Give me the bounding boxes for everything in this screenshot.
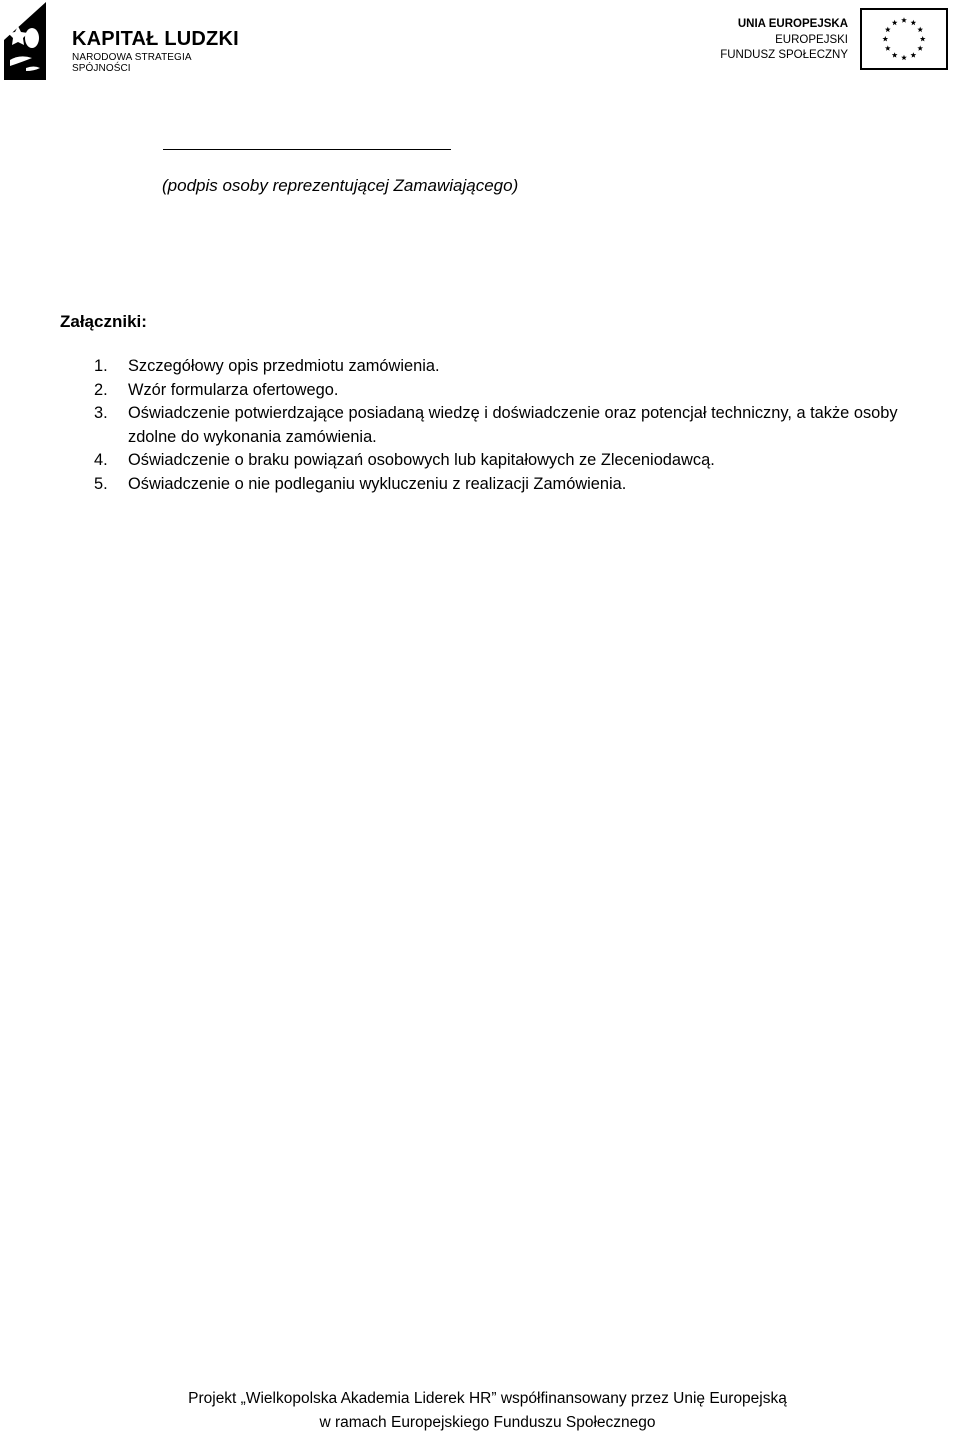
kapital-ludzki-logo	[2, 2, 242, 82]
list-item	[94, 449, 914, 473]
attachments-heading: Załączniki:	[60, 312, 147, 331]
eu-name: UNIA EUROPEJSKA	[737, 18, 848, 30]
eu-star-icon	[911, 20, 917, 25]
footer-line-1: Projekt „Wielkopolska Akademia Liderek HR” współfinansowany przez Unię Europejską	[188, 1390, 787, 1407]
signature-line	[163, 149, 451, 150]
eu-logo	[710, 8, 950, 73]
eu-flag-stars-icon	[860, 8, 948, 70]
footer-line-2: w ramach Europejskiego Funduszu Społecznego	[319, 1414, 656, 1431]
list-item-number: 1.	[94, 357, 108, 375]
attachments-list	[94, 355, 914, 496]
eu-star-icon	[917, 45, 923, 50]
eu-star-icon	[885, 27, 891, 32]
signature-caption: (podpis osoby reprezentującej Zamawiającego)	[162, 176, 519, 195]
eu-star-icon	[901, 55, 907, 60]
eu-fund-line1: EUROPEJSKI	[775, 34, 848, 46]
eu-star-icon	[885, 45, 891, 50]
eu-star-icon	[892, 52, 898, 57]
list-item	[94, 473, 914, 497]
list-item-text: Wzór formularza ofertowego.	[128, 380, 339, 399]
list-item	[94, 402, 914, 449]
list-item-number: 4.	[94, 451, 108, 469]
list-item-text: Szczegółowy opis przedmiotu zamówienia.	[128, 357, 440, 375]
list-item-text: Oświadczenie potwierdzające posiadaną wiedzę i doświadczenie oraz potencjał techniczny, a także osoby zdolne do wykonania zamówienia.	[128, 404, 898, 446]
kapital-ludzki-title: KAPITAŁ LUDZKI	[72, 28, 239, 50]
list-item-number: 5.	[94, 474, 108, 493]
list-item	[94, 379, 914, 403]
eu-star-icon	[882, 36, 888, 41]
eu-star-icon	[917, 27, 923, 32]
eu-star-icon	[920, 36, 926, 41]
list-item-number: 3.	[94, 404, 108, 422]
list-item-text: Oświadczenie o nie podleganiu wykluczeniu z realizacji Zamówienia.	[128, 474, 627, 493]
kapital-ludzki-emblem-icon	[2, 2, 62, 80]
list-item-number: 2.	[94, 380, 108, 399]
eu-star-icon	[911, 52, 917, 57]
page-footer	[0, 1387, 960, 1435]
list-item	[94, 355, 914, 379]
eu-star-icon	[901, 17, 907, 22]
list-item-text: Oświadczenie o braku powiązań osobowych lub kapitałowych ze Zleceniodawcą.	[128, 451, 715, 469]
kapital-ludzki-subtitle: NARODOWA STRATEGIA SPÓJNOŚCI	[72, 52, 192, 74]
eu-star-icon	[892, 20, 898, 25]
eu-fund-line2: FUNDUSZ SPOŁECZNY	[720, 49, 848, 61]
